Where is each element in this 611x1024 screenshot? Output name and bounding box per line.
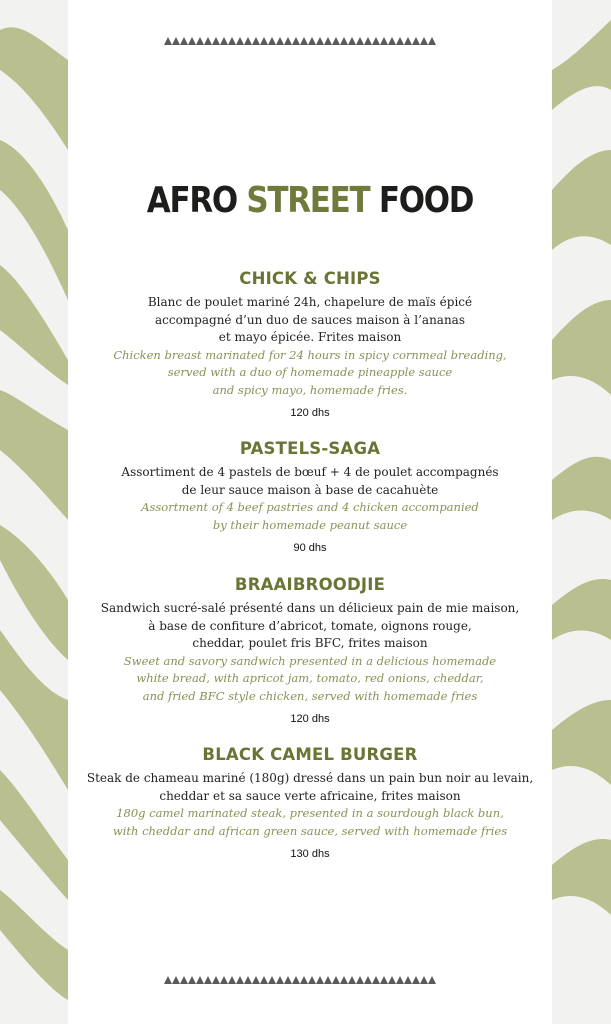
item-description-fr — [68, 294, 552, 347]
fr-line: à base de confiture d’abricot, tomate, oignons rouge, — [148, 618, 472, 633]
fr-line: Assortiment de 4 pastels de bœuf + 4 de poulet accompagnés — [121, 465, 499, 479]
fr-line: Sandwich sucré-salé présenté dans un délicieux pain de mie maison, — [100, 601, 520, 615]
menu-item-black-camel-burger — [68, 744, 552, 861]
item-description-en — [68, 347, 552, 400]
en-line: 180g camel marinated steak, presented in a sourdough black bun, — [116, 806, 504, 820]
item-price: 90 dhs — [293, 542, 327, 554]
en-line: and fried BFC style chicken, served with homemade fries — [142, 688, 478, 703]
en-line: white bread, with apricot jam, tomato, red onions, cheddar, — [136, 671, 484, 685]
fr-line: de leur sauce maison à base de cacahuète — [181, 482, 439, 497]
item-description-fr — [68, 464, 552, 499]
menu-item-pastels-saga — [68, 438, 552, 555]
menu-item-chick-chips — [68, 268, 552, 420]
fr-line: accompagné d’un duo de sauces maison à l’ananas — [154, 312, 465, 327]
item-price: 120 dhs — [290, 407, 330, 419]
en-line: by their homemade peanut sauce — [212, 517, 408, 532]
fr-line: Blanc de poulet mariné 24h, chapelure de maïs épicé — [147, 295, 473, 309]
menu-item-braaibroodjie — [68, 574, 552, 726]
item-description-en — [68, 805, 552, 840]
title-part-street: STREET — [246, 180, 370, 221]
item-price: 130 dhs — [290, 848, 330, 860]
en-line: and spicy mayo, homemade fries. — [212, 382, 408, 397]
item-name: CHICK & CHIPS — [239, 269, 381, 288]
item-description-fr — [68, 600, 552, 653]
title-part-afro: AFRO — [146, 180, 237, 221]
item-description-fr — [68, 770, 552, 805]
en-line: served with a duo of homemade pineapple sauce — [167, 365, 453, 379]
fr-line: Steak de chameau mariné (180g) dressé dans un pain bun noir au levain, — [86, 771, 534, 785]
fr-line: cheddar et sa sauce verte africaine, frites maison — [159, 788, 461, 803]
item-price: 120 dhs — [290, 713, 330, 725]
item-description-en — [68, 499, 552, 534]
en-line: Sweet and savory sandwich presented in a delicious homemade — [123, 653, 497, 668]
en-line: Assortment of 4 beef pastries and 4 chicken accompanied — [141, 500, 479, 514]
fr-line: cheddar, poulet fris BFC, frites maison — [192, 636, 428, 650]
zigzag-divider-bottom — [164, 976, 436, 984]
item-name: PASTELS-SAGA — [239, 439, 381, 458]
en-line: Chicken breast marinated for 24 hours in spicy cornmeal breading, — [113, 347, 507, 362]
title-part-food: FOOD — [378, 180, 474, 221]
zigzag-divider-top — [164, 37, 436, 45]
en-line: with cheddar and african green sauce, served with homemade fries — [112, 823, 508, 838]
item-name: BLACK CAMEL BURGER — [202, 745, 418, 764]
item-name: BRAAIBROODJIE — [234, 575, 386, 594]
menu-title — [102, 178, 518, 224]
fr-line: et mayo épicée. Frites maison — [218, 330, 402, 344]
item-description-en — [68, 653, 552, 706]
